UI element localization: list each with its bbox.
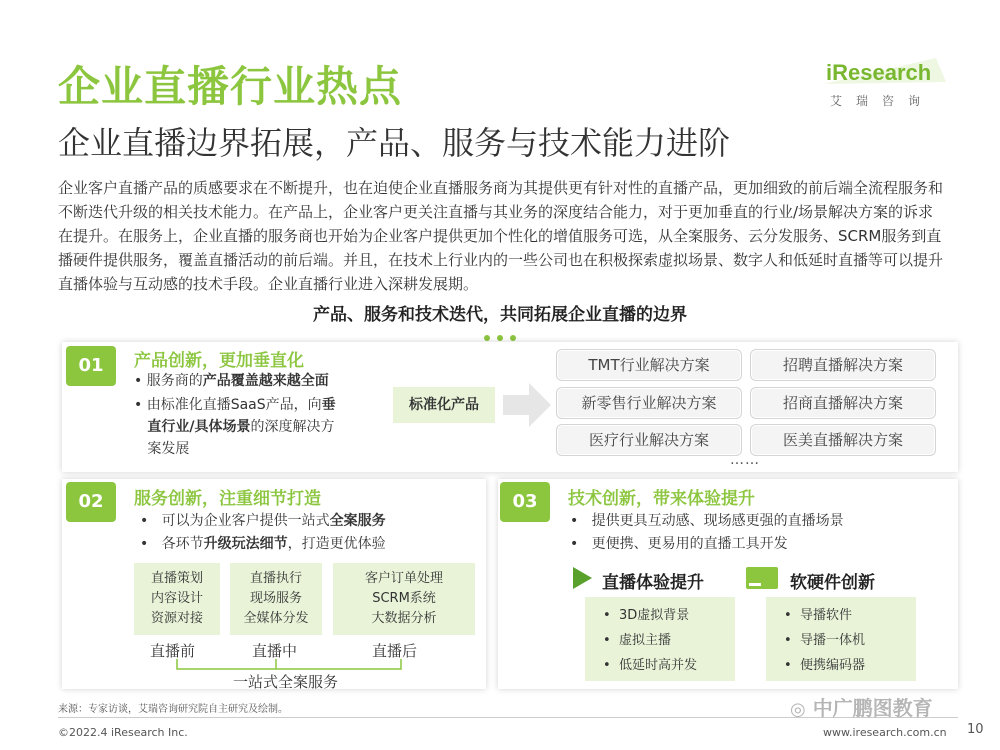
wechat-icon: ◎ — [790, 699, 806, 720]
card1-bullet-1: • 服务商的产品覆盖越来越全面 — [134, 373, 329, 389]
solution-aesthetic: 医美直播解决方案 — [750, 424, 936, 456]
hardware-device-icon — [745, 566, 779, 592]
solution-new-retail: 新零售行业解决方案 — [556, 387, 742, 419]
card3-bullet-1: • 提供更具互动感、现场感更强的直播场景 — [570, 513, 844, 529]
card1-number: 01 — [66, 346, 116, 386]
experience-item: • 低延时高并发 — [603, 658, 697, 673]
page-subtitle: 企业直播边界拓展，产品、服务与技术能力进阶 — [58, 124, 731, 162]
experience-item: • 虚拟主播 — [603, 633, 671, 648]
intro-paragraph: 企业客户直播产品的质感要求在不断提升，也在迫使企业直播服务商为其提供更有针对性的直播产品，更加细致的前后端全流程服务和不断迭代升级的相关技术能力。在产品上，企业客户更关注直播与其业务的深度结合能力，对于更加垂直的行业/场景解决方案的诉求在提升。在服务上，企业直播的服务商也开始为企业客户提供更加个性化的增值服务可选，从全案服务、云分发服务、SCRM服务到直播硬件提供服务，覆盖直播活动的前后端。并且，在技术上行业内的一些公司也在积极探索虚拟场景、数字人和低延时直播等可以提升直播体验与互动感的技术手段。企业直播行业进入深耕发展期。 — [58, 179, 944, 293]
iresearch-logo — [826, 60, 956, 112]
card2-number: 02 — [66, 482, 116, 522]
copyright: ©2022.4 iResearch Inc. — [58, 726, 188, 739]
bracket-line — [176, 659, 402, 671]
logo-text: iResearch — [826, 60, 932, 85]
card2-bullet-2: • 各环节升级玩法细节，打造更优体验 — [140, 536, 386, 552]
dots-divider — [484, 326, 524, 334]
one-stop-service-label: 一站式全案服务 — [233, 673, 339, 691]
play-icon — [571, 566, 593, 590]
hardware-list — [766, 597, 916, 681]
solution-recruit: 招聘直播解决方案 — [750, 349, 936, 381]
section-heading: 产品、服务和技术迭代，共同拓展企业直播的边界 — [313, 305, 687, 325]
card2-title: 服务创新，注重细节打造 — [134, 489, 321, 509]
hardware-item: • 导播一体机 — [784, 633, 865, 648]
website-url: www.iresearch.com.cn — [823, 726, 947, 739]
watermark: ◎ 中广鹏图教育 — [790, 696, 933, 720]
solution-investment: 招商直播解决方案 — [750, 387, 936, 419]
live-experience-heading: 直播体验提升 — [602, 573, 704, 593]
card1-title: 产品创新，更加垂直化 — [134, 351, 304, 371]
standard-product-box: 标准化产品 — [393, 387, 495, 423]
arrow-right-icon — [503, 383, 551, 427]
hardware-item: • 便携编码器 — [784, 658, 865, 673]
logo-chinese: 艾瑞咨询 — [830, 94, 935, 108]
post-live-box: 客户订单处理 SCRM系统 大数据分析 — [333, 563, 475, 635]
in-live-box: 直播执行 现场服务 全媒体分发 — [230, 563, 322, 635]
card3-number: 03 — [500, 482, 550, 522]
stage-during: 直播中 — [252, 642, 298, 660]
card3-title: 技术创新，带来体验提升 — [568, 489, 755, 509]
page-number: 10 — [967, 722, 984, 737]
pre-live-box: 直播策划 内容设计 资源对接 — [134, 563, 220, 635]
card1-bullet-2: • 由标准化直播SaaS产品，向垂 直行业/具体场景的深度解决方 案发展 — [134, 397, 336, 457]
solutions-ellipsis: …… — [730, 452, 760, 468]
source-note: 来源：专家访谈，艾瑞咨询研究院自主研究及绘制。 — [58, 704, 288, 715]
solution-medical: 医疗行业解决方案 — [556, 424, 742, 456]
hardware-item: • 导播软件 — [784, 608, 852, 623]
experience-item: • 3D虚拟背景 — [603, 608, 690, 623]
page-title: 企业直播行业热点 — [58, 62, 403, 111]
stage-pre: 直播前 — [150, 642, 196, 660]
card3-bullet-2: • 更便携、更易用的直播工具开发 — [570, 536, 788, 552]
experience-list — [585, 597, 735, 681]
solution-tmt: TMT行业解决方案 — [556, 349, 742, 381]
stage-post: 直播后 — [372, 642, 418, 660]
card2-bullet-1: • 可以为企业客户提供一站式全案服务 — [140, 513, 386, 529]
software-hardware-heading: 软硬件创新 — [790, 573, 875, 593]
